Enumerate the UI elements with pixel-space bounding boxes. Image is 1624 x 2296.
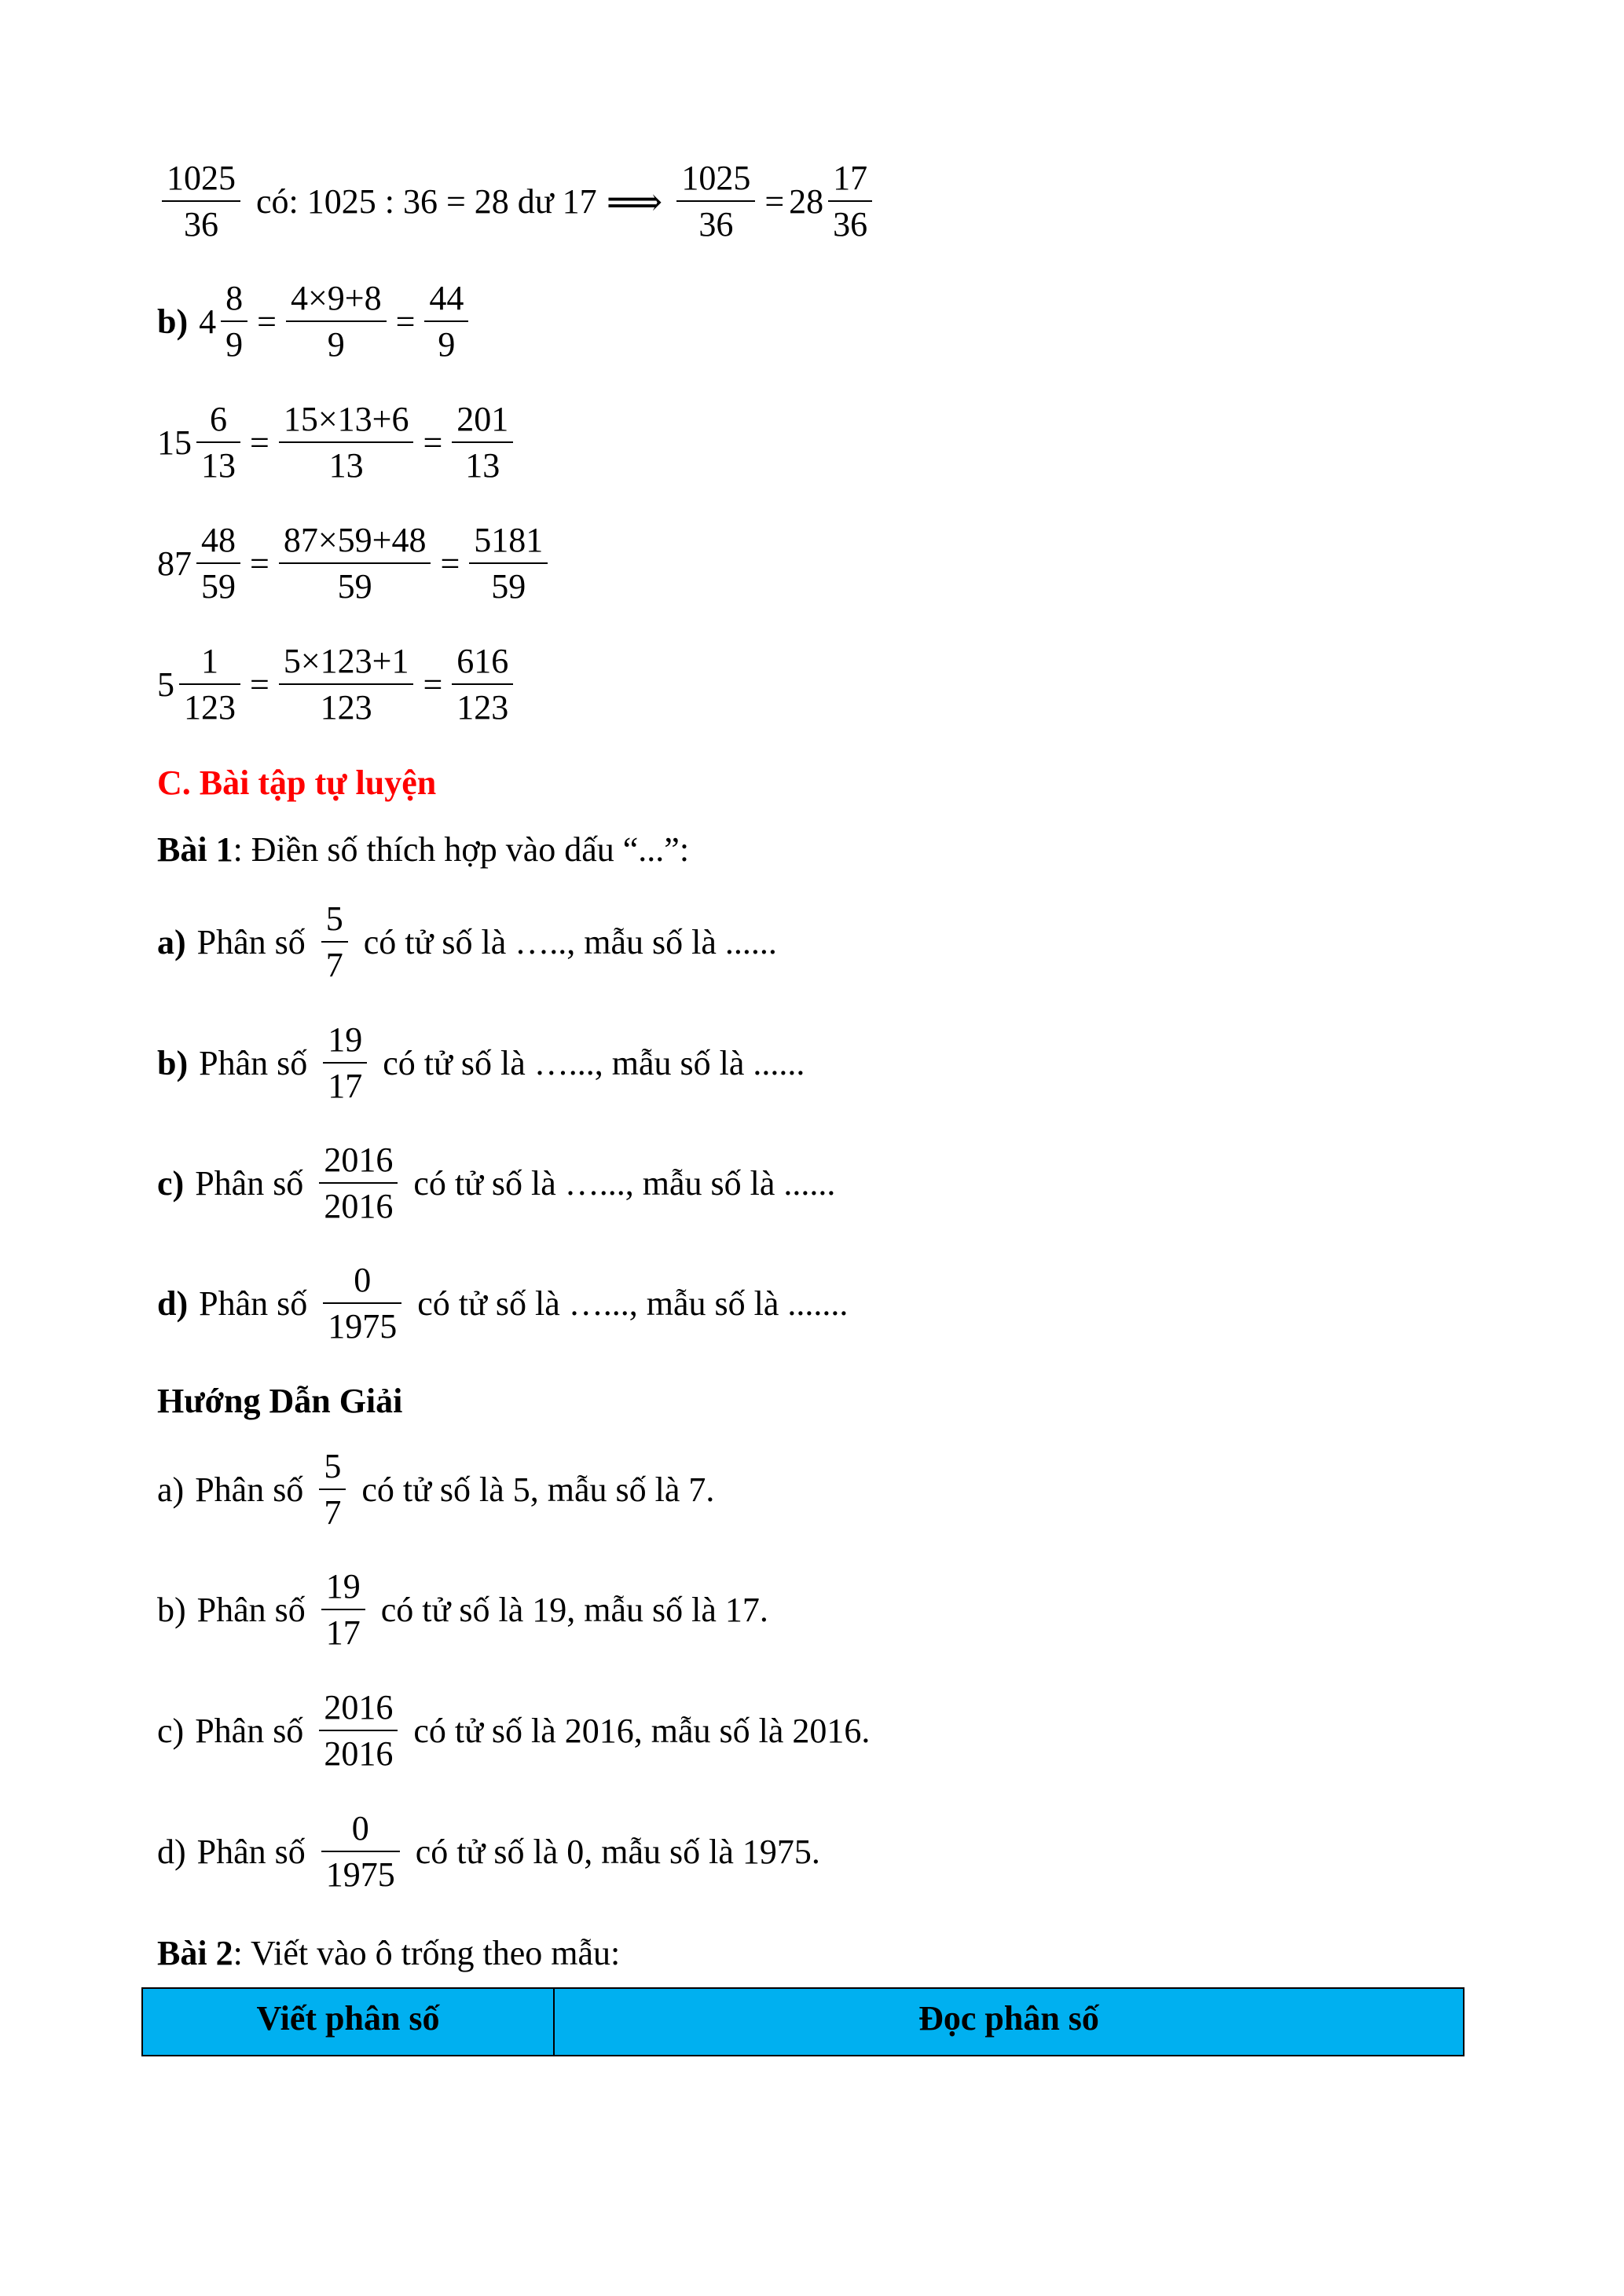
solution-heading: Hướng Dẫn Giải — [157, 1382, 403, 1420]
solution-item: b) Phân số $\frac{19}{17}$ có tử số là 19, mẫu số là 17. — [157, 1567, 768, 1652]
table-header-read: Đọc phân số — [554, 1988, 1464, 2056]
section-heading: C. Bài tập tự luyện — [157, 764, 437, 802]
exercise-prompt: Bài 2 : Viết vào ô trống theo mẫu: — [157, 1934, 621, 1972]
exercise-prompt: Bài 1 : Điền số thích hợp vào dấu “...”: — [157, 830, 690, 869]
exercise-item: a) Phân số $\frac{5}{7}$ có tử số là ….., mẫu số là ...... — [157, 899, 777, 984]
part-b-row: 15 $\frac{6}{13}$ = $\frac{15\times 13+6}{13}$ = $\frac{201}{13}$ — [157, 402, 518, 483]
exercise-item: c) Phân số $\frac{2016}{2016}$ có tử số là …..., mẫu số là ...... — [157, 1141, 836, 1225]
conversion-line: $\frac{1025}{36}$ có: 1025 : 36 = 28 dư 17 ⟹ $\frac{1025}{36}$ = 28 $\frac{17}{36}$ — [157, 161, 877, 242]
solution-item: d) Phân số $\frac{0}{1975}$ có tử số là 0, mẫu số là 1975. — [157, 1809, 820, 1894]
result-fraction: $\frac{201}{13}$ — [452, 402, 513, 483]
expression-fraction: $\frac{5\times 123+1}{123}$ — [279, 644, 414, 725]
solution-item: a) Phân số $\frac{5}{7}$ có tử số là 5, mẫu số là 7. — [157, 1447, 715, 1532]
exercise-item: b) Phân số $\frac{19}{17}$ có tử số là …..., mẫu số là ...... — [157, 1020, 805, 1105]
result-fraction: $\frac{616}{123}$ — [452, 644, 513, 725]
part-b-row: 87 $\frac{48}{59}$ = $\frac{87\times 59+48}{59}$ = $\frac{5181}{59}$ — [157, 523, 552, 604]
solution-item: c) Phân số $\frac{2016}{2016}$ có tử số là 2016, mẫu số là 2016. — [157, 1688, 871, 1773]
expression-fraction: $\frac{87\times 59+48}{59}$ — [279, 523, 431, 604]
fraction-table — [141, 1987, 1465, 2056]
part-label: b) — [157, 302, 189, 341]
implies-arrow-icon: ⟹ — [606, 179, 663, 224]
part-b-row: 5 $\frac{1}{123}$ = $\frac{5\times 123+1}{123}$ = $\frac{616}{123}$ — [157, 644, 518, 725]
mixed-number: 4 $\frac{8}{9}$ — [199, 281, 252, 362]
expression-fraction: $\frac{15\times 13+6}{13}$ — [279, 402, 414, 483]
exercise-item: d) Phân số $\frac{0}{1975}$ có tử số là …..., mẫu số là ....... — [157, 1261, 849, 1346]
mixed-number: 87 $\frac{48}{59}$ — [157, 523, 245, 604]
result-fraction: $\frac{5181}{59}$ — [469, 523, 548, 604]
mixed-number: 28 $\frac{17}{36}$ — [789, 161, 877, 242]
result-fraction: $\frac{44}{9}$ — [424, 281, 468, 362]
mixed-number: 5 $\frac{1}{123}$ — [157, 644, 245, 725]
fraction: $\frac{1025}{36}$ — [676, 161, 755, 242]
division-text: có: 1025 : 36 = 28 dư 17 — [256, 181, 597, 221]
expression-fraction: $\frac{4\times 9+8}{9}$ — [286, 281, 387, 362]
mixed-number: 15 $\frac{6}{13}$ — [157, 402, 245, 483]
part-b-row: b) 4 $\frac{8}{9}$ = $\frac{4\times 9+8}{9}$ = $\frac{44}{9}$ — [157, 281, 473, 362]
fraction: $\frac{1025}{36}$ — [162, 161, 240, 242]
table-header-write: Viết phân số — [142, 1988, 554, 2056]
